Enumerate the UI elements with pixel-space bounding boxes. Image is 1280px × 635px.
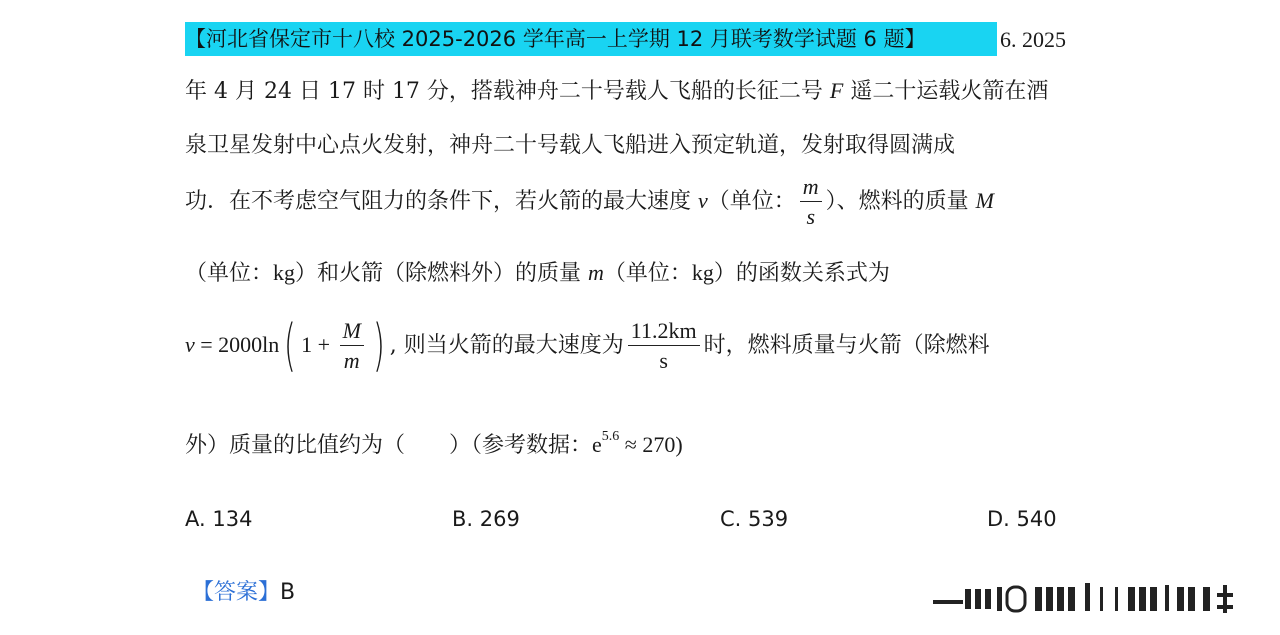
answer-line <box>192 575 295 606</box>
option-b: B. 269 <box>452 507 520 531</box>
question-number-year: 6. 2025 <box>1000 27 1066 52</box>
formula-fraction <box>340 320 364 372</box>
question-line-7 <box>185 428 683 459</box>
question-text: 外）质量的比值约为（ ）（参考数据： <box>185 433 593 458</box>
question-line-4 <box>185 176 994 228</box>
variable-m: m <box>588 260 604 285</box>
fraction-denominator: m <box>343 348 360 373</box>
question-text: （单位： <box>707 189 796 214</box>
constant-e: e <box>592 432 602 457</box>
left-paren: ( <box>284 313 297 378</box>
question-text: 年 4 月 24 日 17 时 17 分，搭载神舟二十号载人飞船的长征二号 <box>185 79 830 104</box>
question-line-3 <box>185 128 955 159</box>
fraction-numerator: M <box>340 320 364 346</box>
formula-one-plus: 1 + <box>301 332 336 357</box>
exponent: 5.6 <box>601 429 620 444</box>
variable-F: F <box>829 78 844 103</box>
question-text: 泉卫星发射中心点火发射，神舟二十号载人飞船进入预定轨道，发射取得圆满成 <box>185 133 956 158</box>
unit-fraction <box>800 176 822 228</box>
formula-lhs: v <box>185 332 195 357</box>
question-text: ）、燃料的质量 <box>825 189 976 214</box>
question-text: （单位： <box>603 261 692 286</box>
watermark-graphic <box>925 575 1265 625</box>
question-text: ）和火箭（除燃料外）的质量 <box>295 261 589 286</box>
question-text: , 则当火箭的最大速度为 <box>389 333 624 358</box>
unit-kg: kg <box>691 260 714 285</box>
option-d: D. 540 <box>987 507 1057 531</box>
formula-ln: = 2000ln <box>194 332 280 357</box>
variable-v: v <box>698 188 708 213</box>
answer-value: B <box>280 580 296 605</box>
question-text: 功．在不考虑空气阻力的条件下，若火箭的最大速度 <box>185 189 698 214</box>
question-text: 遥二十运载火箭在酒 <box>843 79 1049 104</box>
option-c: C. 539 <box>720 507 789 531</box>
question-line-5 <box>185 256 890 287</box>
unit-kg: kg <box>273 260 296 285</box>
right-paren: ) <box>372 313 385 378</box>
fraction-denominator: s <box>659 348 668 373</box>
fraction-numerator: 11.2km <box>628 320 700 346</box>
question-text: ）的函数关系式为 <box>713 261 890 286</box>
question-text: ≈ 270) <box>619 432 683 457</box>
fraction-numerator: m <box>800 176 822 202</box>
variable-M: M <box>975 188 994 213</box>
question-line-6-formula <box>185 313 990 378</box>
answer-tag: 【答案】 <box>192 580 281 605</box>
fraction-denominator: s <box>806 204 815 229</box>
question-line-2 <box>185 74 1048 105</box>
question-text: 时，燃料质量与火箭（除燃料 <box>703 333 990 358</box>
source-label: 【河北省保定市十八校 2025-2026 学年高一上学期 12 月联考数学试题 6 题】 <box>185 22 997 56</box>
question-text: （单位： <box>185 261 274 286</box>
option-a: A. 134 <box>185 507 253 531</box>
speed-fraction <box>628 320 700 372</box>
